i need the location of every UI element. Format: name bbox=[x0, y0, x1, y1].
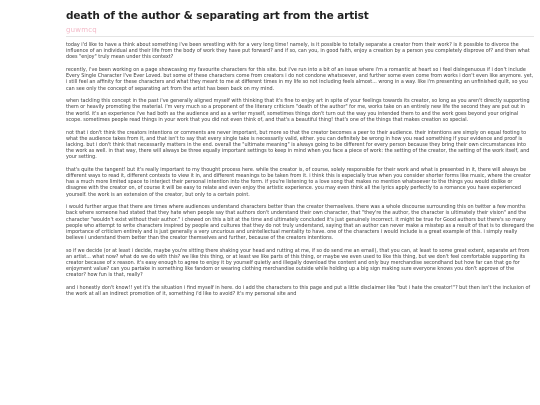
article-body bbox=[66, 42, 534, 297]
paragraph: today i'd like to have a think about something i've been wrestling with for a very long time! namely, is it possible to totally separate a creator from their work? is it possible to divorce the influence of an individual and their life from the body of work they have put forward? and if so, can you, in good faith, enjoy a creation by a person you completely disprove of? and then what does "enjoy" truly mean under this context? bbox=[66, 42, 530, 61]
article-subtitle: guwmcq bbox=[66, 26, 97, 34]
paragraph: not that i don't think the creators intentions or comments are never important, but more so that the creator becomes a peer to their audience. their intentions are simply on equal footing to what the audience takes from it, and that isn't to say that every single take is necessarily valid, either. you can definitely be wrong in how you read something if your evidence and proof is lacking. but i don't think that necessarily matters in the end. overall the "ultimate meaning" is always going to be different for every person because they bring their own circumstances into the work as well. in that way, there will always be three equally important settings to keep in mind when you face a piece of work: the setting of the creator, the setting of the work itself, and your setting. bbox=[66, 129, 530, 161]
paragraph: and i honestly don't know!! yet it's the situation i find myself in here. do i add the characters to this page and put a little disclaimer like "but i hate the creator!"? but then isn't the inclusion of the work at all an indirect promotion of it, something i'd like to avoid? it's my personal site and bbox=[66, 285, 531, 298]
article-header bbox=[66, 10, 486, 35]
paragraph: when tackling this concept in the past i've generally aligned myself with thinking that it's fine to enjoy art in spite of your feelings towards its creator, so long as you aren't directly supporting them or heavily promoting the material. i'm very much so a proponent of the literary criticism "death of the author" for me, works take on an entirely new life the second they are put out in the world. it's an experience i've had both as the audience and as a writer myself, sometimes things don't turn out the way you intended them to and the work goes beyond your original scope. sometimes people read things in your work that you did not even think of, and that's a beautiful thing! that's one of the things that makes creation so special. bbox=[66, 98, 530, 123]
header-divider bbox=[66, 36, 534, 37]
paragraph: recently, i've been working on a page showcasing my favourite characters for this site. but i've run into a bit of an issue where i'm a romantic at heart so i feel disingenuous if i don't include Every Single Character I've Ever Loved. but some of these characters come from creators i do not condone whatsoever, and further some even come from works i don't even like anymore. yet, i still feel an affinity for these characters and what they meant to me at different times in my life so not including feels almost... wrong in a way. like i'm presenting an unfinished quilt, so you can see only the concept of separating art from the artist has been back on my mind. bbox=[66, 67, 534, 92]
paragraph: i would further argue that there are times where audiences understand characters better than the creator themselves. there was a whole discourse surrounding this on twitter a few months back where someone had stated that they hate when people say that authors don't understand their own character, that "they're the author, the character is ultimately their vision" and the character "wouldn't exist without their author." i chewed on this a bit at the time and ultimately concluded it's just genuinely incorrect. it might be true for Good authors but there's so many people who attempt to write characters inspired by people and cultures that they do not truly understand, saying that an author can never make a misstep as a result of that is to disregard the importance of criticism entirely and is just generally a very uncurious and unintellectual mentality to have. one of the characters i would include is a great example of this. i simply really believe i understand them better than the creator themselves and further, because of the creators intentions. bbox=[66, 204, 535, 242]
page-title: death of the author & separating art from the artist bbox=[66, 10, 369, 22]
paragraph: that's quite the tangent! but it's really important to my thought process here. while the creator is, of course, solely responsible for their work and what is presented in it, there will always be different ways to read it, different contexts to view it in, and different meanings to be taken from it. i think this is especially true when you consider shorter forms like music, where the creator has a much more limited space to interject their personal intention into the form. if you're listening to a love song that makes no mention whatsoever to the things you would dislike or disagree with the creator on, of course it will be easy to relate and even enjoy the artistic experience. you may even think all the lyrics apply perfectly to a romance you have experienced yourself. the work is an extension of the creator, but only to a certain point. bbox=[66, 166, 531, 198]
paragraph: so if we decide (or at least i decide, maybe you're sitting there shaking your head and rutting at me, if so do send me an email), that you can, at least to some great extent, separate art from an artist... what now? what do we do with this? we like this thing, or at least we like parts of this thing, or maybe we even used to like this thing, but we don't feel comfortable supporting its creator because of x reason. it's easy enough to agree to enjoy it by yourself quietly and illegally download the content and only buy merchandise secondhand but how far can that go for enjoyment value? can you partake in something like fandom or wearing clothing merchandise outside while holding up a big sign making sure everyone knows you don't approve of the creator? how fun is that, really? bbox=[66, 247, 530, 279]
